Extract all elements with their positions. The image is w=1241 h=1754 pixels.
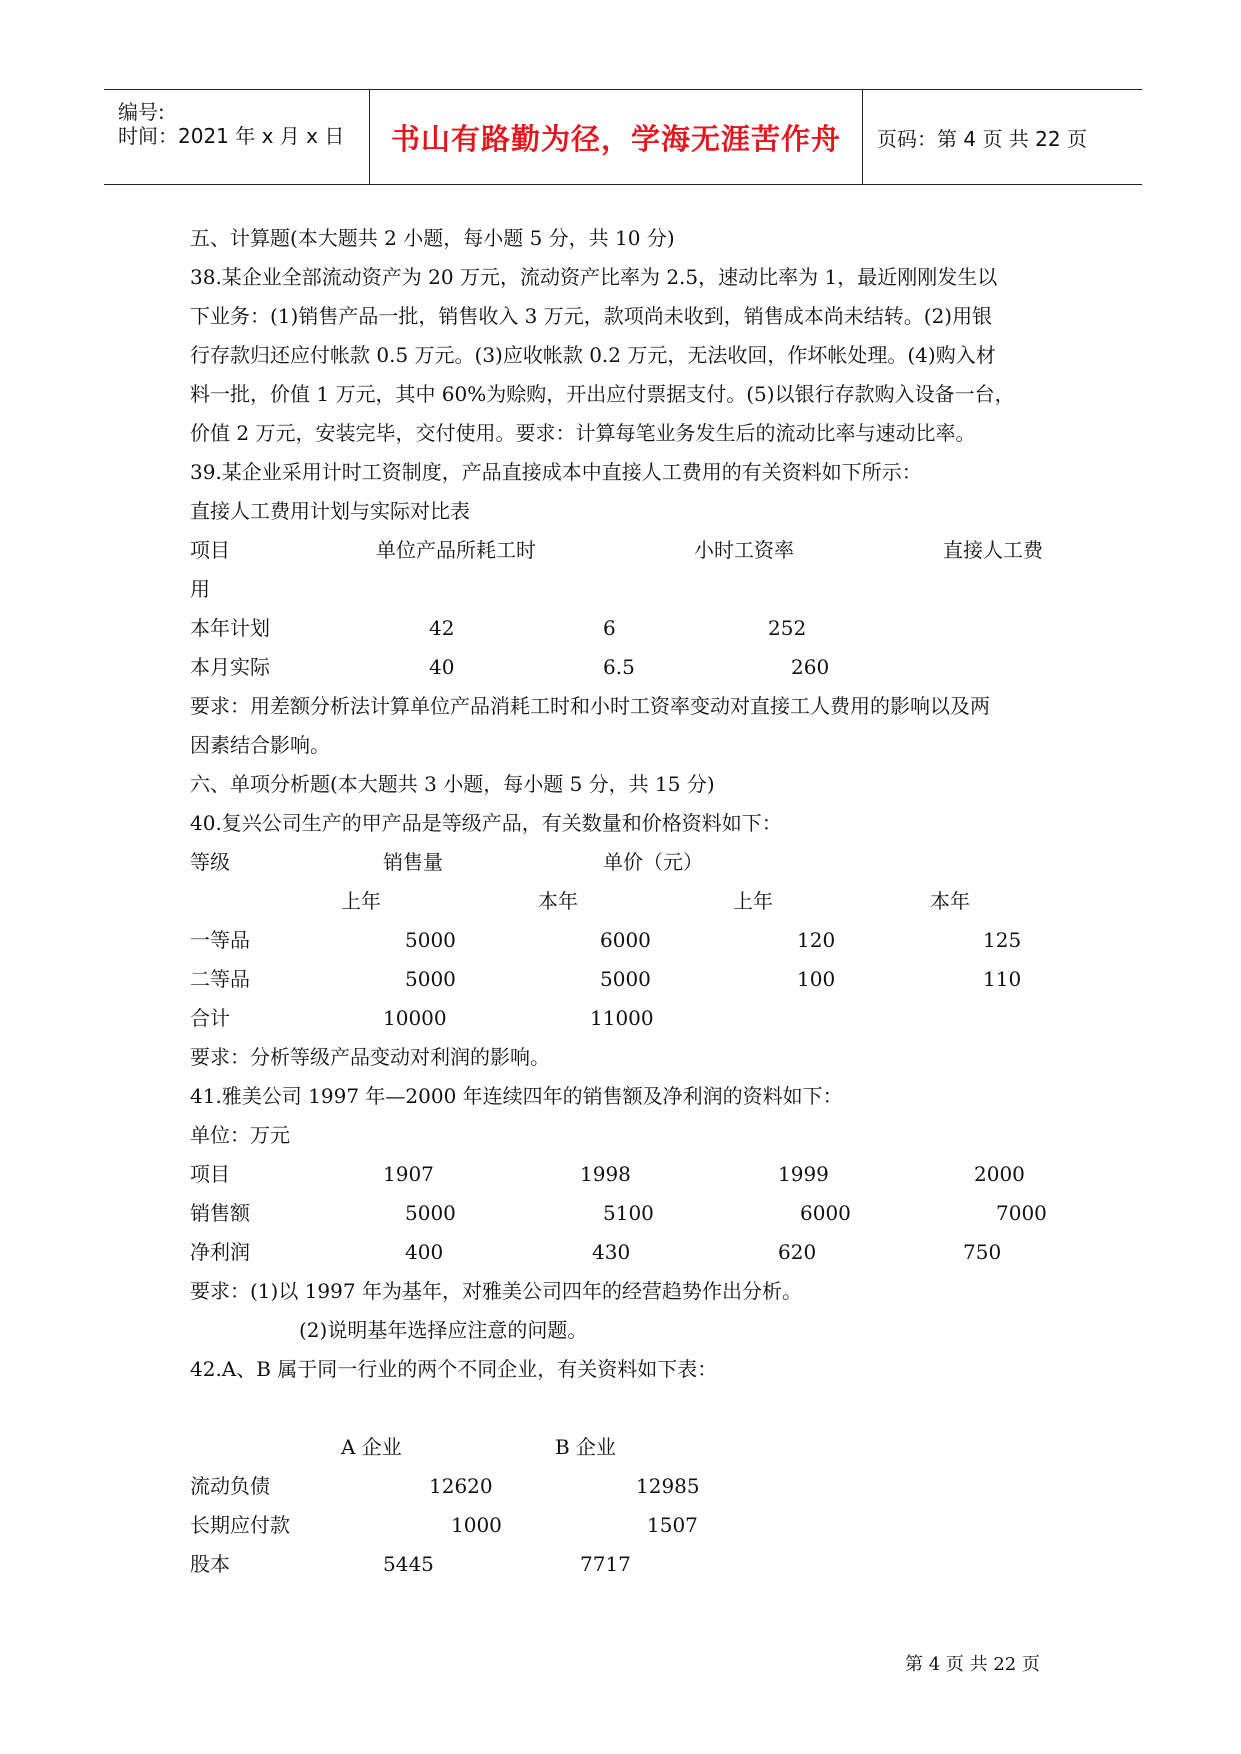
table-cell: 销售量 (383, 850, 443, 874)
table-cell: 1000 (451, 1513, 502, 1537)
table-cell: A 企业 (341, 1435, 402, 1459)
table-cell: 7717 (580, 1552, 631, 1576)
table-cell: 合计 (190, 1006, 230, 1030)
table-cell: 12985 (636, 1474, 700, 1498)
table-cell: 110 (983, 967, 1022, 991)
table-cell: 本月实际 (190, 655, 270, 679)
q39-header-cost-wrap: 用 (190, 577, 210, 601)
table-cell: 流动负债 (190, 1474, 270, 1498)
header-info-cell (104, 90, 369, 184)
table-cell: 净利润 (190, 1240, 250, 1264)
q39-header-item: 项目 (190, 538, 230, 562)
table-cell: 5000 (600, 967, 651, 991)
table-cell: 6 (603, 616, 616, 640)
table-cell: 等级 (190, 850, 230, 874)
page-header (104, 89, 1142, 185)
table-cell: 5000 (405, 928, 456, 952)
table-cell: 10000 (383, 1006, 447, 1030)
table-cell: 5000 (405, 967, 456, 991)
table-cell: 11000 (590, 1006, 654, 1030)
table-cell: 项目 (190, 1162, 230, 1186)
header-motto: 书山有路勤为径，学海无涯苦作舟 (390, 121, 841, 156)
table-cell: 长期应付款 (190, 1513, 290, 1537)
table-cell: 120 (797, 928, 836, 952)
table-cell: 252 (768, 616, 807, 640)
table-cell: 750 (963, 1240, 1002, 1264)
table-cell: 1907 (383, 1162, 434, 1186)
table-cell: 本年计划 (190, 616, 270, 640)
q39-header-hours: 单位产品所耗工时 (376, 538, 536, 562)
table-cell: 6000 (800, 1201, 851, 1225)
table-cell: 1507 (647, 1513, 698, 1537)
table-cell: 二等品 (190, 967, 250, 991)
document-time-label: 时间：2021 年 x 月 x 日 (118, 124, 345, 148)
question-41-unit: 单位：万元 (190, 1123, 290, 1147)
table-cell: 销售额 (190, 1201, 250, 1225)
question-41-line-1: 41.雅美公司 1997 年—2000 年连续四年的销售额及净利润的资料如下： (190, 1084, 843, 1108)
question-38-line-5: 价值 2 万元，安装完毕，交付使用。要求：计算每笔业务发生后的流动比率与速动比率。 (190, 421, 976, 445)
table-cell: 单价（元） (603, 850, 703, 874)
question-41-requirement-2: (2)说明基年选择应注意的问题。 (299, 1318, 588, 1342)
question-38-line-2: 下业务：(1)销售产品一批，销售收入 3 万元，款项尚未收到，销售成本尚未结转。(2)用银 (190, 304, 993, 328)
question-38-line-4: 料一批，价值 1 万元，其中 60%为赊购，开出应付票据支付。(5)以银行存款购入设备一台， (190, 382, 1015, 406)
table-cell: 本年 (930, 889, 970, 913)
table-cell: 12620 (429, 1474, 493, 1498)
table-cell: 42 (429, 616, 455, 640)
table-cell: 5445 (383, 1552, 434, 1576)
table-cell: 7000 (996, 1201, 1047, 1225)
table-cell: 2000 (974, 1162, 1025, 1186)
question-38-line-3: 行存款归还应付帐款 0.5 万元。(3)应收帐款 0.2 万元，无法收回，作坏帐处理。(4)购入材 (190, 343, 996, 367)
question-39-requirement-1: 要求：用差额分析法计算单位产品消耗工时和小时工资率变动对直接工人费用的影响以及两 (190, 694, 990, 718)
table-cell: 股本 (190, 1552, 230, 1576)
section-five-heading: 五、计算题(本大题共 2 小题，每小题 5 分，共 10 分) (190, 226, 675, 250)
header-motto-cell (369, 90, 863, 184)
q39-table-title: 直接人工费用计划与实际对比表 (190, 499, 470, 523)
question-41-requirement-1: 要求：(1)以 1997 年为基年，对雅美公司四年的经营趋势作出分析。 (190, 1279, 802, 1303)
table-cell: 上年 (341, 889, 381, 913)
section-six-heading: 六、单项分析题(本大题共 3 小题，每小题 5 分，共 15 分) (190, 772, 715, 796)
table-cell: 上年 (733, 889, 773, 913)
table-cell: 260 (791, 655, 830, 679)
page-footer: 第 4 页 共 22 页 (905, 1654, 1040, 1675)
table-cell: 1998 (580, 1162, 631, 1186)
document-number-label: 编号: (118, 100, 165, 124)
question-39-line-1: 39.某企业采用计时工资制度，产品直接成本中直接人工费用的有关资料如下所示： (190, 460, 922, 484)
table-cell: 1999 (778, 1162, 829, 1186)
table-cell: 620 (778, 1240, 817, 1264)
table-cell: 430 (592, 1240, 631, 1264)
question-40-line-1: 40.复兴公司生产的甲产品是等级产品，有关数量和价格资料如下： (190, 811, 782, 835)
table-cell: B 企业 (555, 1435, 617, 1459)
question-38-line-1: 38.某企业全部流动资产为 20 万元，流动资产比率为 2.5，速动比率为 1，最近刚刚发生以 (190, 265, 998, 289)
question-40-requirement: 要求：分析等级产品变动对利润的影响。 (190, 1045, 550, 1069)
question-39-requirement-2: 因素结合影响。 (190, 733, 330, 757)
table-cell: 5100 (603, 1201, 654, 1225)
table-cell: 400 (405, 1240, 444, 1264)
table-cell: 6000 (600, 928, 651, 952)
question-42-line-1: 42.A、B 属于同一行业的两个不同企业，有关资料如下表： (190, 1357, 718, 1381)
table-cell: 本年 (538, 889, 578, 913)
header-page-cell (863, 90, 1142, 184)
q39-header-cost: 直接人工费 (943, 538, 1043, 562)
table-cell: 100 (797, 967, 836, 991)
header-page-info: 页码：第 4 页 共 22 页 (877, 126, 1087, 151)
q39-header-rate: 小时工资率 (694, 538, 794, 562)
table-cell: 5000 (405, 1201, 456, 1225)
table-cell: 40 (429, 655, 455, 679)
table-cell: 一等品 (190, 928, 250, 952)
table-cell: 6.5 (603, 655, 635, 679)
table-cell: 125 (983, 928, 1022, 952)
